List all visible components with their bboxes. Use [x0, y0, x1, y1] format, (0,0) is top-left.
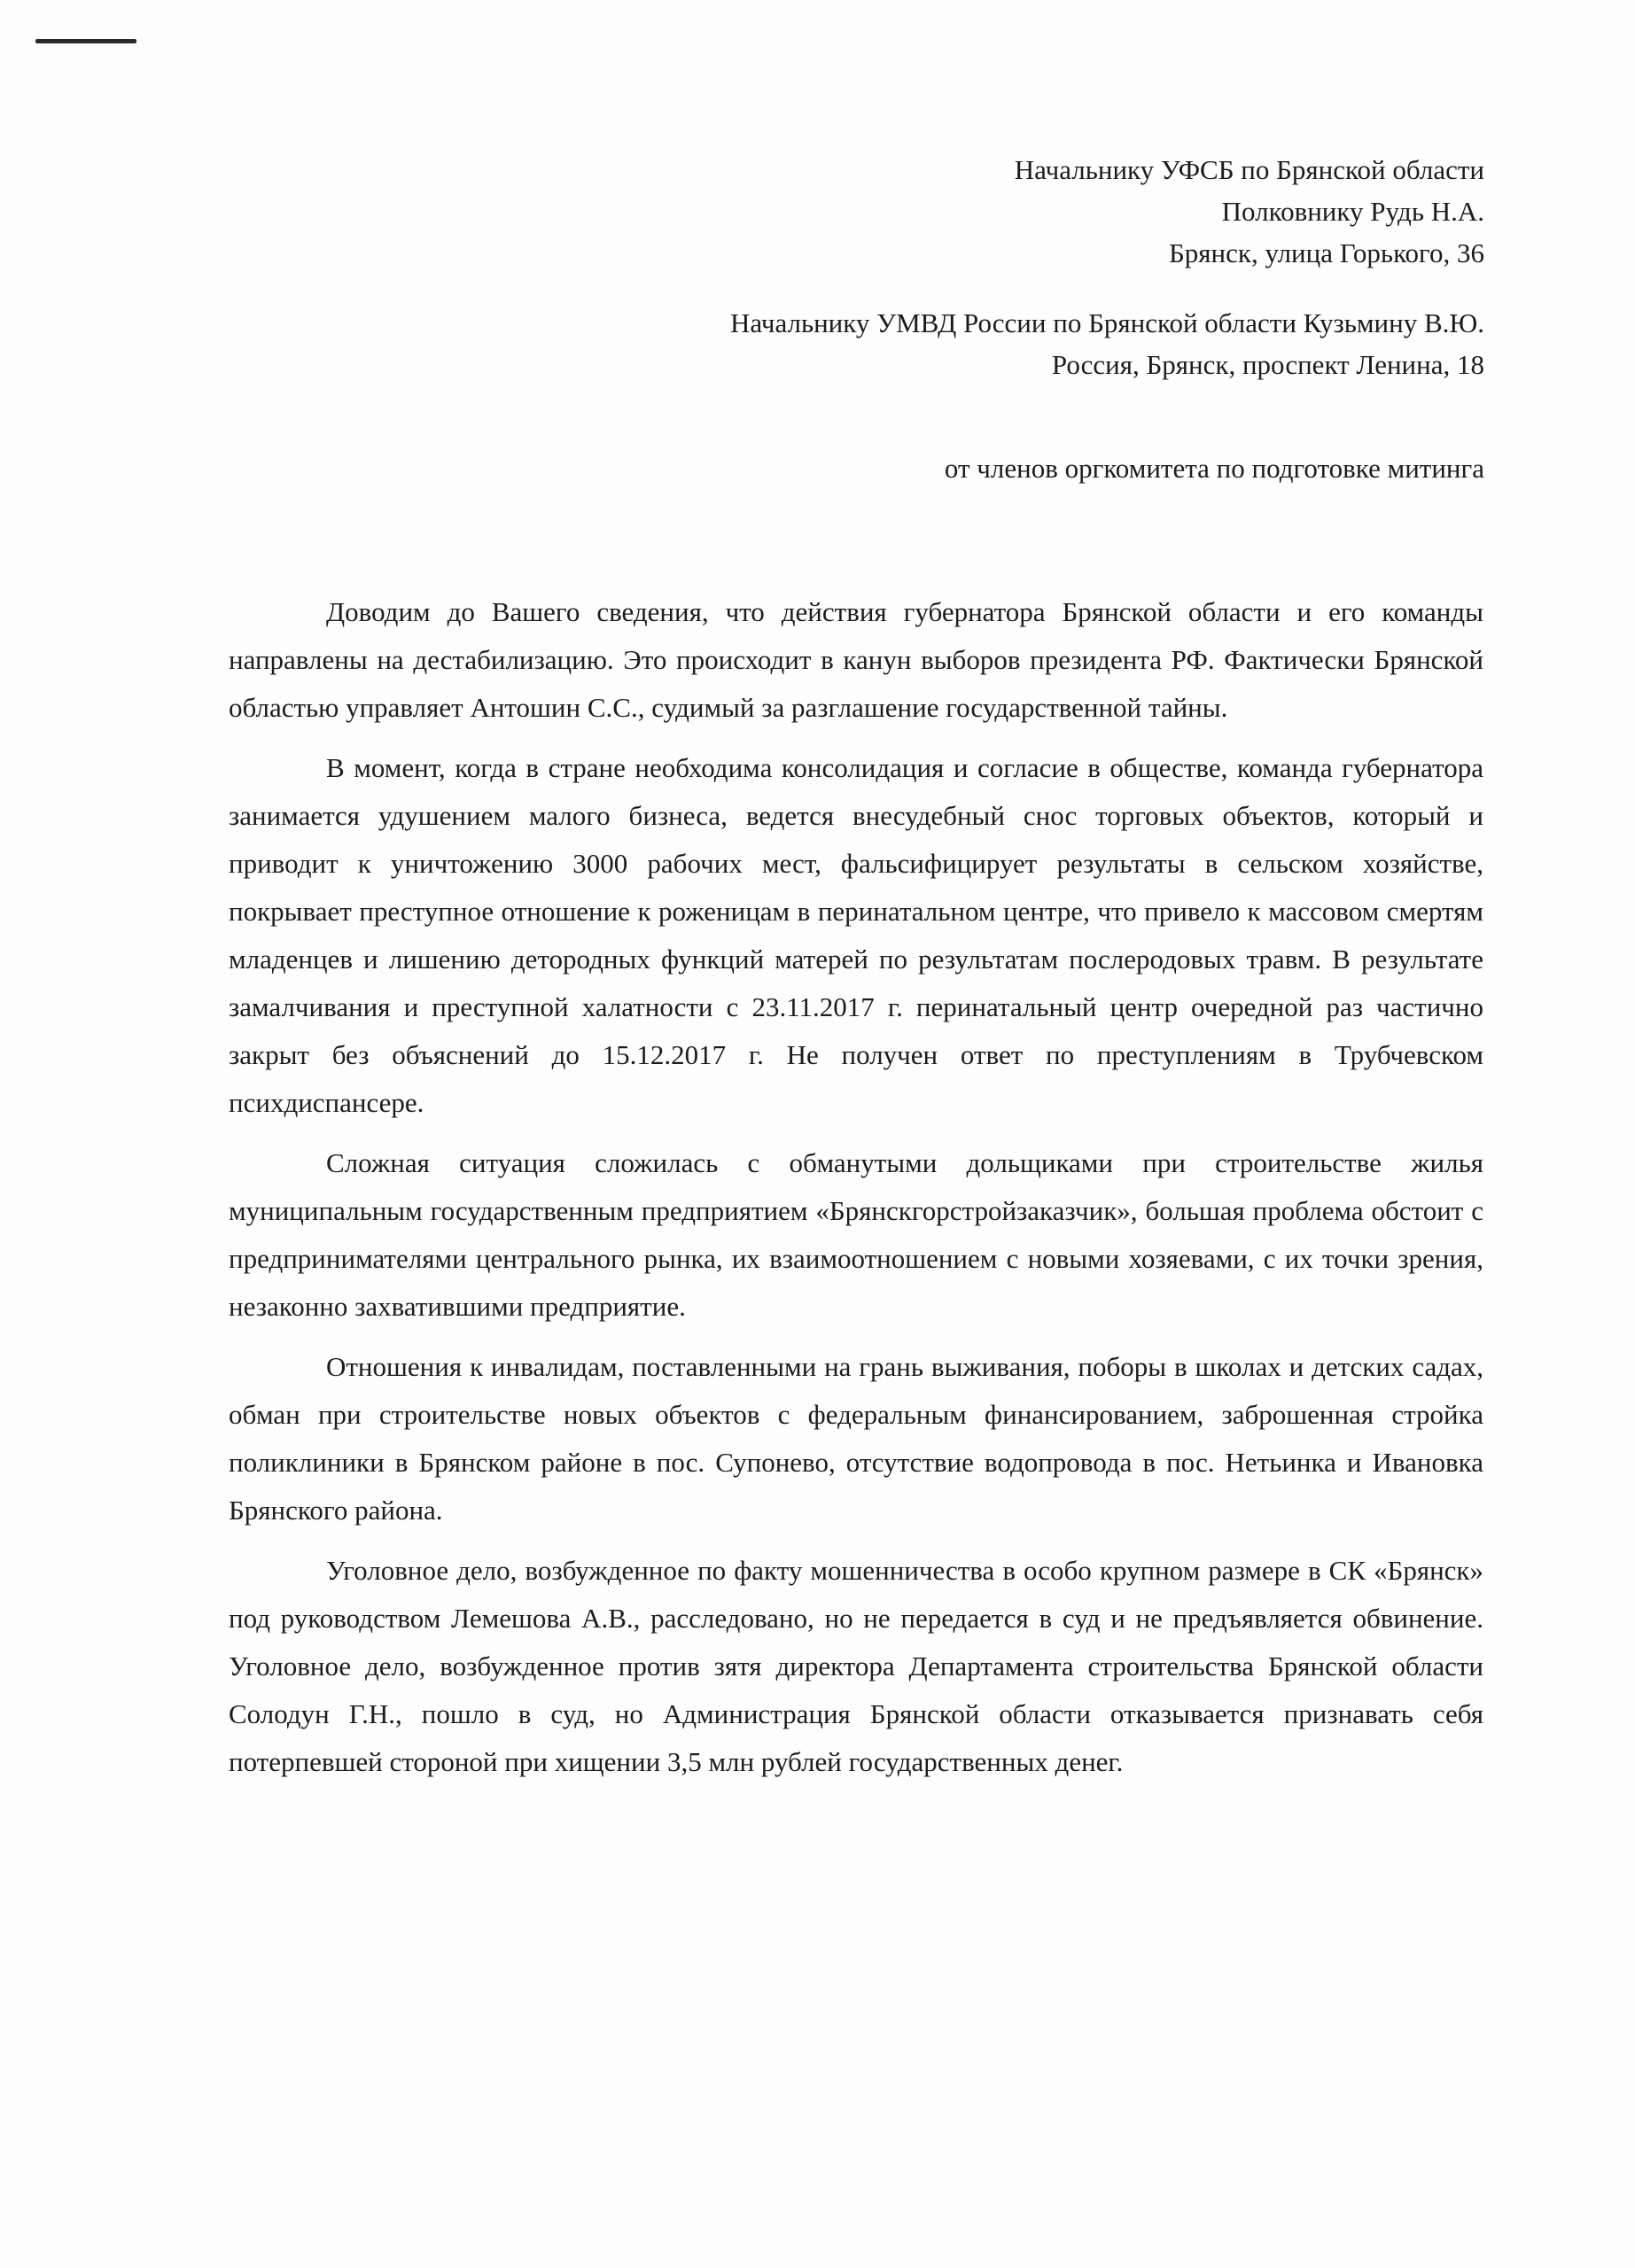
addressee-block — [730, 149, 1484, 385]
addressee-mvd-block — [730, 302, 1484, 385]
addressee-mvd-head: Начальнику УМВД России по Брянской области Кузьмину В.Ю. — [729, 307, 1484, 338]
paragraph: В момент, когда в стране необходима консолидация и согласие в обществе, команда губернатора занимается удушением малого бизнеса, ведется внесудебный снос торговых объектов, который и приводит к уничтожению 3000 рабочих мест, фальсифицирует результаты в сельском хозяйстве, покрывает преступное отношение к роженицам в перинатальном центре, что привело к массовом смертям младенцев и лишению детородных функций матерей по результатам послеродовых травм. В результате замалчивания и преступной халатности с 23.11.2017 г. перинатальный центр очередной раз частично закрыт без объяснений до 15.12.2017 г. Не получен ответ по преступлениям в Трубчевском психдиспансере. — [229, 752, 1483, 1118]
paragraph: Сложная ситуация сложилась с обманутыми дольщиками при строительстве жилья муниципальным государственным предприятием «Брянскгорстройзаказчик», большая проблема обстоит с предпринимателями центрального рынка, их взаимоотношением с новыми хозяевами, с их точки зрения, незаконно захватившими предприятие. — [229, 1147, 1483, 1322]
addressee-mvd-address: Россия, Брянск, проспект Ленина, 18 — [1051, 349, 1484, 380]
addressee-fsb-rank-name: Полковнику Рудь Н.А. — [1221, 196, 1484, 227]
addressee-fsb-head: Начальнику УФСБ по Брянской области — [1014, 154, 1484, 185]
sender-line: от членов оргкомитета по подготовке митинга — [944, 453, 1484, 484]
paragraph: Доводим до Вашего сведения, что действия губернатора Брянской области и его команды направлены на дестабилизацию. Это происходит в канун выборов президента РФ. Фактически Брянской областью управляет Антошин С.С., судимый за разглашение государственной тайны. — [229, 596, 1483, 723]
addressee-fsb-address: Брянск, улица Горького, 36 — [1168, 237, 1484, 268]
letter-body — [229, 588, 1483, 1798]
scan-artifact-line — [35, 39, 136, 43]
paragraph: Уголовное дело, возбужденное по факту мошенничества в особо крупном размере в СК «Брянск» под руководством Лемешова А.В., расследовано, но не передается в суд и не предъявляется обвинение. Уголовное дело, возбужденное против зятя директора Департамента строительства Брянской области Солодун Г.Н., пошло в суд, но Администрация Брянской области отказывается признавать себя потерпевшей стороной при хищении 3,5 млн рублей государственных денег. — [229, 1555, 1483, 1777]
paragraph: Отношения к инвалидам, поставленными на грань выживания, поборы в школах и детских садах, обман при строительстве новых объектов с федеральным финансированием, заброшенная стройка поликлиники в Брянском районе в пос. Супонево, отсутствие водопровода в пос. Нетьинка и Ивановка Брянского района. — [229, 1351, 1483, 1526]
